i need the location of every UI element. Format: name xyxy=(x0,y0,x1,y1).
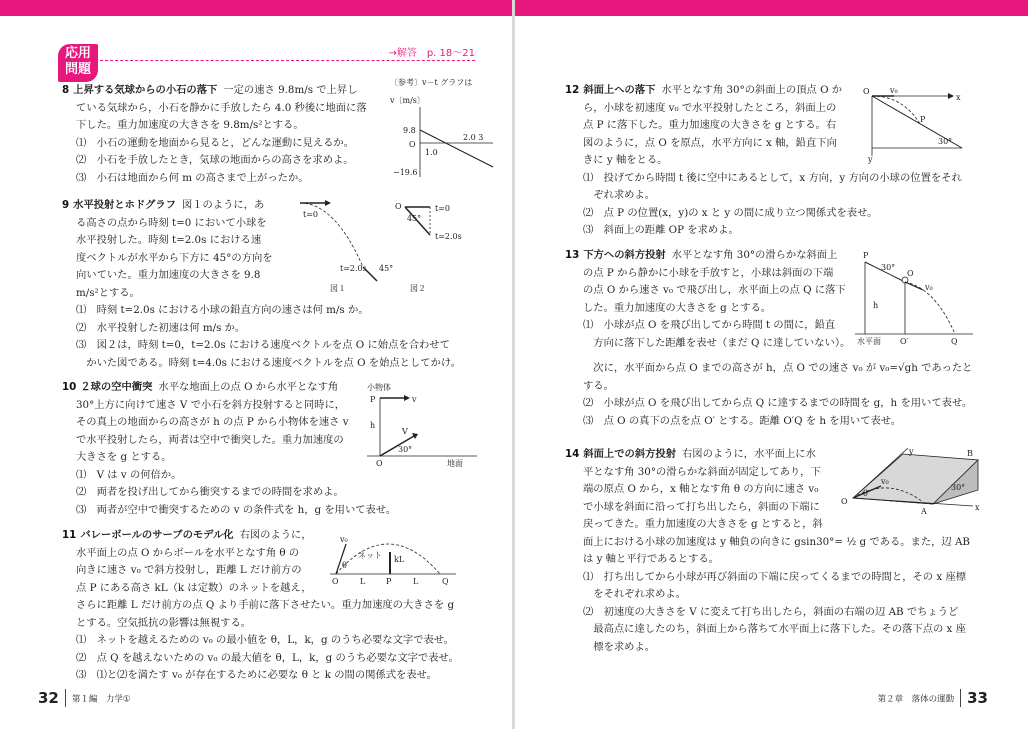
problem-text: 点 P に落下した。重力加速度の大きさを g とする。右 xyxy=(583,119,837,131)
fig9-o: O xyxy=(395,202,402,211)
problem-10 xyxy=(62,379,396,519)
fig8-t2: 2.0 3 xyxy=(463,133,484,142)
answer-reference: →解答 p. 18～21 xyxy=(384,44,475,59)
problem-text: 右図のように，水平面上に水 xyxy=(682,448,816,460)
fig8-ybottom: −19.6 xyxy=(393,168,418,177)
fig14-angle: 30° xyxy=(951,483,966,492)
problem-text: 図のように，点 O を原点，水平方向に x 軸，鉛直下向 xyxy=(583,136,837,149)
problem-text: きに y 軸をとる。 xyxy=(583,154,668,166)
problem-number: 11 xyxy=(62,529,77,541)
top-color-bar xyxy=(0,0,513,16)
figure-8-vt-graph xyxy=(385,75,495,183)
problem-8 xyxy=(62,82,367,187)
fig14-x: x xyxy=(975,503,980,512)
fig9-cap1: 図１ xyxy=(330,284,346,293)
problem-number: 13 xyxy=(565,249,580,261)
sub-question: ⑶ ⑴と⑵を満たす v₀ が存在するために必要な θ と k の間の関係式を表せ。 xyxy=(76,669,437,681)
sub-question: ⑶ 点 O の真下の点を点 O′ とする。距離 O′Q を h を用いて表せ。 xyxy=(583,414,902,427)
sub-question: ⑶ 図２は，時刻 t=0，t=2.0s における速度ベクトルを点 O に始点を合わせて xyxy=(76,339,450,351)
sub-question: ⑵ 水平投射した初速は何 m/s か。 xyxy=(76,321,246,334)
problem-title: 水平投射とホドグラフ xyxy=(73,199,176,211)
sub-question: 標を求めよ。 xyxy=(583,640,656,653)
sub-question: ⑵ 小球が点 O を飛び出してから点 Q に達するまでの時間を g，h を用いて表せ。 xyxy=(583,397,973,409)
figure-12-incline xyxy=(858,82,968,164)
problem-title: 上昇する気球からの小石の落下 xyxy=(73,84,218,96)
fig12-p: P xyxy=(920,115,926,124)
problem-text: 戻ってきた。重力加速度の大きさを g とすると，斜 xyxy=(583,518,823,530)
problem-text: は y 軸と平行であるとする。 xyxy=(583,553,719,565)
problem-title: 斜面上での斜方投射 xyxy=(583,448,677,460)
problem-text: さらに距離 L だけ前方の点 Q より手前に落下させたい。重力加速度の大きさを g xyxy=(76,599,455,611)
fig10-V: V xyxy=(402,427,408,436)
problem-text: 30°上方に向けて速さ V で小石を斜方投射すると同時に， xyxy=(76,398,346,411)
problem-text: 点 P にある高さ kL（k は定数）のネットを越え， xyxy=(76,581,312,594)
fig12-o: O xyxy=(863,87,870,96)
sub-question: ⑴ 小石の運動を地面から見ると，どんな運動に見えるか。 xyxy=(76,136,355,149)
fig11-p: P xyxy=(386,577,392,586)
fig11-kl: kL xyxy=(394,555,405,564)
fig8-origin: O xyxy=(409,140,416,149)
problem-title: 下方への斜方投射 xyxy=(583,249,666,261)
problem-text: 面上における小球の加速度は y 軸負の向きに gsin30°= ½ g である。また，辺 AB xyxy=(583,535,970,548)
fig10-obj: 小物体 xyxy=(367,383,391,392)
sub-question: ⑶ 小石は地面から何 m の高さまで上がったか。 xyxy=(76,171,309,184)
right-page xyxy=(515,0,1028,729)
fig11-v0: v₀ xyxy=(340,535,348,544)
figure-9-projectile xyxy=(285,195,475,295)
problem-text: ている気球から，小石を静かに手放したら 4.0 秒後に地面に落 xyxy=(76,101,367,114)
sub-question: ⑶ 斜面上の距離 OP を求めよ。 xyxy=(583,224,739,236)
figure-14-3d-incline xyxy=(833,446,983,518)
fig8-ytop: 9.8 xyxy=(403,126,416,135)
fig13-o: O xyxy=(907,269,914,278)
problem-text: 端の原点 O から，x 軸となす角 θ の方向に速さ v₀ xyxy=(583,483,819,495)
page-number: 33 xyxy=(967,688,988,707)
fig8-title: 〔参考〕v－t グラフは xyxy=(390,78,473,87)
sub-question: ⑵ 点 Q を越えないための v₀ の最大値を θ，L，k，g のうち必要な文字で表せ。 xyxy=(76,651,459,664)
sub-question: ⑴ V は v の何倍か。 xyxy=(76,468,182,481)
sub-question: ⑵ 両者を投げ出してから衝突するまでの時間を求めよ。 xyxy=(76,486,344,498)
fig12-y: y xyxy=(868,155,873,164)
left-page xyxy=(0,0,513,729)
fig12-angle: 30° xyxy=(938,137,953,146)
left-footer xyxy=(38,688,131,708)
sub-question: ⑴ 時刻 t=2.0s における小球の鉛直方向の速さは何 m/s か。 xyxy=(76,304,369,316)
fig13-p: P xyxy=(863,251,869,260)
problem-number: 9 xyxy=(62,199,70,211)
fig9-angle: 45° xyxy=(379,264,394,273)
fig10-ground-label: 地面 xyxy=(447,459,463,468)
fig11-l2: L xyxy=(413,577,419,586)
fig10-p: P xyxy=(370,395,376,404)
sub-question: ⑵ 小石を手放したとき，気球の地面からの高さを求めよ。 xyxy=(76,154,354,166)
problem-text: 向いていた。重力加速度の大きさを 9.8 xyxy=(76,269,261,281)
fig9-t0b: t=0 xyxy=(435,204,451,213)
problem-text: の点 O から速さ v₀ で飛び出し，水平面上の点 Q に落下 xyxy=(583,284,846,296)
problem-text: 右図のように， xyxy=(239,529,312,541)
fig14-y: y xyxy=(909,447,914,456)
problem-text: 図１のように，あ xyxy=(181,199,265,211)
fig11-theta: θ xyxy=(342,561,347,570)
fig12-v0: v₀ xyxy=(890,86,898,95)
fig14-b: B xyxy=(967,449,973,458)
page-number: 32 xyxy=(38,688,59,707)
problem-text: で小球を斜面に沿って打ち出したら，斜面の下端に xyxy=(583,500,820,513)
sub-question: ⑴ 投げてから時間 t 後に空中にあるとして，x 方向，y 方向の小球の位置をそれ xyxy=(583,171,962,184)
fig9-t2: t=2.0s xyxy=(340,264,367,273)
fig11-net: ネット xyxy=(358,551,382,560)
problem-text: ら，小球を初速度 v₀ で水平投射したところ，斜面上の xyxy=(583,101,837,114)
problem-text: とする。空気抵抗の影響は無視する。 xyxy=(76,616,252,629)
fig13-plane: 水平面 xyxy=(857,337,881,346)
fig13-angle: 30° xyxy=(881,263,896,272)
fig9-cap2: 図２ xyxy=(410,284,426,293)
figure-10-collision xyxy=(362,380,482,468)
fig13-o2: O′ xyxy=(900,337,909,346)
answer-divider xyxy=(100,60,475,61)
problem-text: 水平となす角 30°の滑らかな斜面上 xyxy=(671,249,838,261)
fig8-t1: 1.0 xyxy=(425,148,438,157)
problem-title: バレーボールのサーブのモデル化 xyxy=(80,529,234,541)
problem-text: 一定の速さ 9.8m/s で上昇し xyxy=(223,84,358,96)
problem-text: その真上の地面からの高さが h の点 P から小物体を速さ v xyxy=(76,416,349,428)
problem-number: 12 xyxy=(565,84,580,96)
sub-question: 方向に落下した距離を表せ（まだ Q に達していない）。 xyxy=(583,336,851,349)
sub-question: かいた図である。時刻 t=4.0s における速度ベクトルを点 O を始点としてかけ。 xyxy=(76,356,462,369)
fig11-l1: L xyxy=(360,577,366,586)
problem-text: 水平面上の点 O からボールを水平となす角 θ の xyxy=(76,546,300,559)
fig13-v0-arrow xyxy=(905,282,923,290)
footer-label: 第１編 力学① xyxy=(71,694,131,704)
problem-number: 10 xyxy=(62,381,77,393)
fig8-ylabel: v〔m/s〕 xyxy=(390,96,425,105)
fig11-q: Q xyxy=(442,577,449,586)
badge-line-1: 応用 xyxy=(64,46,91,61)
problem-text: 度ベクトルが水平から下方に 45°の方向を xyxy=(76,251,273,264)
problem-text: 下した。重力加速度の大きさを 9.8m/s²とする。 xyxy=(76,119,304,131)
sub-question: ⑴ 打ち出してから小球が再び斜面の下端に戻ってくるまでの時間と，その x 座標 xyxy=(583,570,967,583)
fig10-h: h xyxy=(370,421,376,430)
right-footer xyxy=(878,688,988,708)
figure-13-incline-drop xyxy=(855,248,975,348)
problem-text: る高さの点から時刻 t=0 において小球を xyxy=(76,216,267,229)
problem-text: で水平投射したら，両者は空中で衝突した。重力加速度の xyxy=(76,433,344,446)
problem-title: 斜面上への落下 xyxy=(583,84,656,96)
fig11-trajectory xyxy=(336,544,440,574)
sub-question: ⑶ 両者が空中で衝突するための v の条件式を h，g を用いて表せ。 xyxy=(76,503,397,516)
footer-label: 第２章 落体の運動 xyxy=(877,694,955,704)
problem-title: ２球の空中衝突 xyxy=(80,381,153,393)
fig9-t0: t=0 xyxy=(303,210,319,219)
sub-question: 次に，水平面から点 O までの高さが h，点 O での速さ v₀ が v₀=√gh であったと xyxy=(583,362,973,374)
problem-text: の点 P から静かに小球を手放すと，小球は斜面の下端 xyxy=(583,266,834,279)
fig9-angle2: 45° xyxy=(407,214,422,223)
sub-question: をそれぞれ求めよ。 xyxy=(583,588,686,600)
fig14-a: A xyxy=(921,507,927,516)
badge-line-2: 問題 xyxy=(64,62,91,77)
sub-question: ⑵ 点 P の位置(x，y)の x と y の間に成り立つ関係式を表せ。 xyxy=(583,206,878,219)
fig14-v0: v₀ xyxy=(881,477,889,486)
problem-number: 14 xyxy=(565,448,580,460)
problem-text: 水平な地面上の点 O から水平となす角 xyxy=(158,381,339,393)
figure-11-volleyball xyxy=(328,528,458,586)
problem-text: 大きさを g とする。 xyxy=(76,451,172,463)
sub-question: ⑴ ネットを越えるための v₀ の最小値を θ，L，k，g のうち必要な文字で表せ。 xyxy=(76,634,455,646)
fig13-v0: v₀ xyxy=(925,283,933,292)
problem-text: した。重力加速度の大きさを g とする。 xyxy=(583,301,772,314)
fig10-angle: 30° xyxy=(398,445,413,454)
sub-question: する。 xyxy=(583,379,614,392)
problem-text: 水平投射した。時刻 t=2.0s における速 xyxy=(76,234,262,246)
top-color-bar xyxy=(515,0,1028,16)
fig9-t2b: t=2.0s xyxy=(435,232,462,241)
fig10-v: v xyxy=(412,395,417,404)
fig14-o: O xyxy=(841,497,848,506)
fig11-o: O xyxy=(332,577,339,586)
section-badge xyxy=(58,44,98,82)
fig10-o: O xyxy=(376,459,383,468)
sub-question xyxy=(565,352,972,360)
fig14-theta: θ xyxy=(863,489,868,498)
problem-number: 8 xyxy=(62,84,70,96)
sub-question: ⑵ 初速度の大きさを V に変えて打ち出したら，斜面の右端の辺 AB でちょうど xyxy=(583,605,959,618)
fig13-q: Q xyxy=(951,337,958,346)
problem-text: 水平となす角 30°の斜面上の頂点 O か xyxy=(661,84,843,96)
fig12-x: x xyxy=(956,93,961,102)
sub-question: 最高点に達したのち，斜面上から落ちて水平面上に落下した。その落下点の x 座 xyxy=(583,623,966,635)
sub-question: ぞれ求めよ。 xyxy=(583,189,656,201)
problem-text: m/s²とする。 xyxy=(76,286,140,299)
problem-text: 平となす角 30°の滑らかな斜面が固定してあり，下 xyxy=(583,465,821,478)
fig13-h: h xyxy=(873,301,879,310)
problem-text: 向きに速さ v₀ で斜方投射し，距離 L だけ前方の xyxy=(76,564,302,576)
sub-question: ⑴ 小球が点 O を飛び出してから時間 t の間に，鉛直 xyxy=(583,319,836,331)
